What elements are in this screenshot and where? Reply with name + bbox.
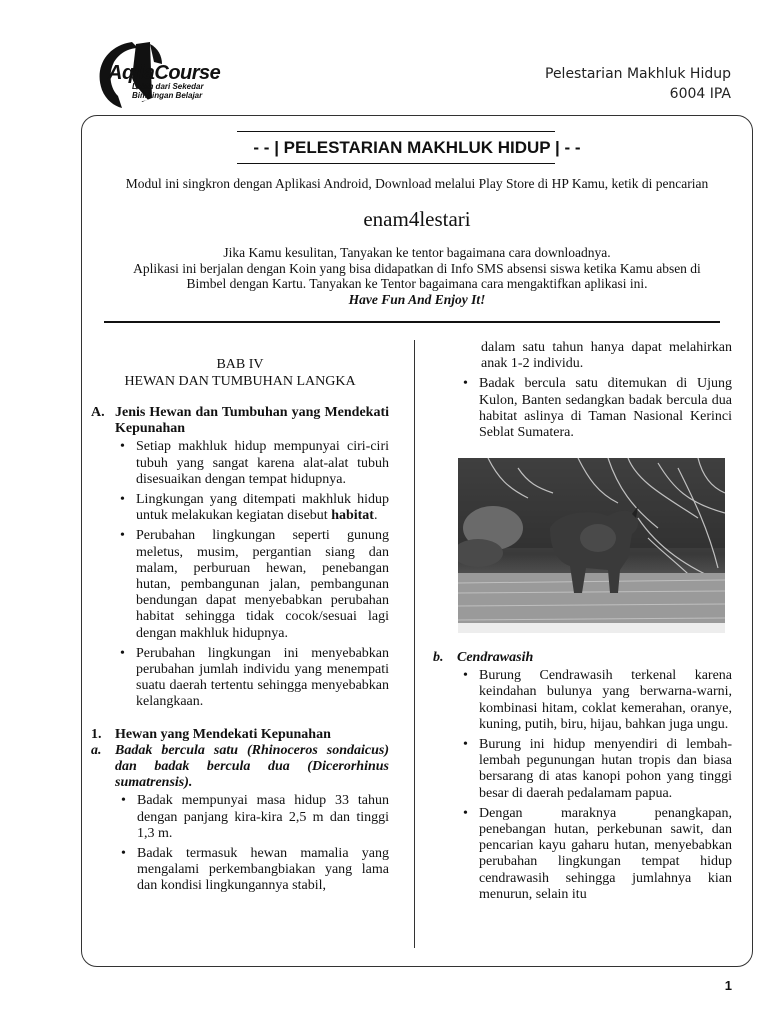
title-rule-top — [237, 131, 555, 132]
logo-tagline: Lebih dari Sekedar Bimbingan Belajar — [132, 82, 204, 100]
page-title: - - | PELESTARIAN MAKHLUK HIDUP | - - — [253, 138, 581, 157]
column-divider — [414, 340, 415, 948]
app-name: enam4lestari — [363, 207, 471, 231]
left-column — [91, 356, 389, 899]
subsection-a-list — [91, 793, 389, 894]
section-divider — [104, 321, 720, 323]
list-item: • Dengan maraknya penangkapan, penebangan hutan, perkebunan sawit, dan pencarian kayu gaharu hutan, menyebabkan perubahan lingkungan tempat hidup cendrawasih sehingga jumlahnya kian menurun, selain itu — [457, 806, 732, 903]
cendrawasih-list — [433, 668, 732, 903]
chapter-label: BAB IV — [216, 357, 264, 372]
list-item: • Burung Cendrawasih terkenal karena keindahan bulunya yang berwarna-warni, kombinasi hitam, coklat kemerahan, oranye, kuning, putih, biru, hijau, bahkan juga ungu. — [457, 668, 732, 733]
rhino-photo — [458, 458, 725, 633]
list-item: • Badak bercula satu ditemukan di Ujung Kulon, Banten sedangkan badak bercula dua habitat aslinya di Taman Nasional Kerinci Seblat Sumatera. — [457, 376, 732, 441]
intro-line-4: Bimbel dengan Kartu. Tanyakan ke Tentor bagaimana cara mengaktifkan aplikasi ini. — [186, 276, 648, 291]
list-item: • Badak mempunyai masa hidup 33 tahun dengan panjang kira-kira 2,5 m dan tinggi 1,3 m. — [115, 793, 389, 842]
page-number: 1 — [724, 978, 732, 993]
logo-name: AqilaCourse — [108, 62, 221, 84]
subsection-b-heading: b. Cendrawasih — [433, 650, 534, 665]
list-item: • Perubahan lingkungan seperti gunung meletus, musim, pergantian siang dan malam, perburuan hewan, penebangan hutan, pembangunan jalan, pembangunan bendungan dapat menyebabkan perubahan habitat sehingga tidak cocok/sesuai lagi dengan makhluk hidupnya. — [114, 528, 389, 641]
intro-line-2: Jika Kamu kesulitan, Tanyakan ke tentor bagaimana cara downloadnya. — [223, 245, 611, 260]
subsection-1-heading: 1. Hewan yang Mendekati Kepunahan — [91, 726, 331, 742]
list-item: • Lingkungan yang ditempati makhluk hidup untuk melakukan kegiatan disebut habitat. — [114, 492, 389, 524]
subsection-a-heading: a. Badak bercula satu (Rhinoceros sondaicus) dan badak bercula dua (Dicerorhinus sumatrensis). — [91, 742, 389, 791]
intro-line-1: Modul ini singkron dengan Aplikasi Android, Download melalui Play Store di HP Kamu, ketik di pencarian — [125, 176, 709, 191]
rhino-list-continued — [433, 376, 732, 441]
right-column — [433, 340, 732, 445]
list-item: • Badak termasuk hewan mamalia yang mengalami perkembangbiakan yang lama dan kondisi lingkungannya stabil, — [115, 846, 389, 895]
document-title: Pelestarian Makhluk Hidup — [545, 66, 731, 82]
intro-line-3: Aplikasi ini berjalan dengan Koin yang bisa didapatkan di Info SMS absensi siswa ketika Kamu absen di — [133, 261, 701, 276]
cendrawasih-section — [433, 650, 732, 907]
document-code: 6004 IPA — [669, 86, 731, 102]
list-item: • Perubahan lingkungan ini menyebabkan perubahan jumlah individu yang menempati suatu daerah tertentu sehingga menyebabkan kelangkaan. — [114, 646, 389, 711]
list-item: • Setiap makhluk hidup mempunyai ciri-ciri tubuh yang sangat karena alat-alat tubuh disesuaikan dengan tempat hidupnya. — [114, 439, 389, 488]
chapter-title: HEWAN DAN TUMBUHAN LANGKA — [124, 374, 356, 389]
document-header — [545, 64, 731, 104]
section-a-heading: A. Jenis Hewan dan Tumbuhan yang Mendekati Kepunahan — [91, 405, 389, 437]
title-rule-bottom — [237, 163, 555, 164]
section-a-list — [91, 439, 389, 710]
list-item: • Burung ini hidup menyendiri di lembah-lembah pegunungan hutan tropis dan biasa bersarang di atas kanopi pohon yang tinggi besar di daerah pedalamam papua. — [457, 737, 732, 802]
intro-line-5: Have Fun And Enjoy It! — [348, 292, 486, 307]
continued-text: dalam satu tahun hanya dapat melahirkan anak 1-2 individu. — [481, 340, 732, 372]
